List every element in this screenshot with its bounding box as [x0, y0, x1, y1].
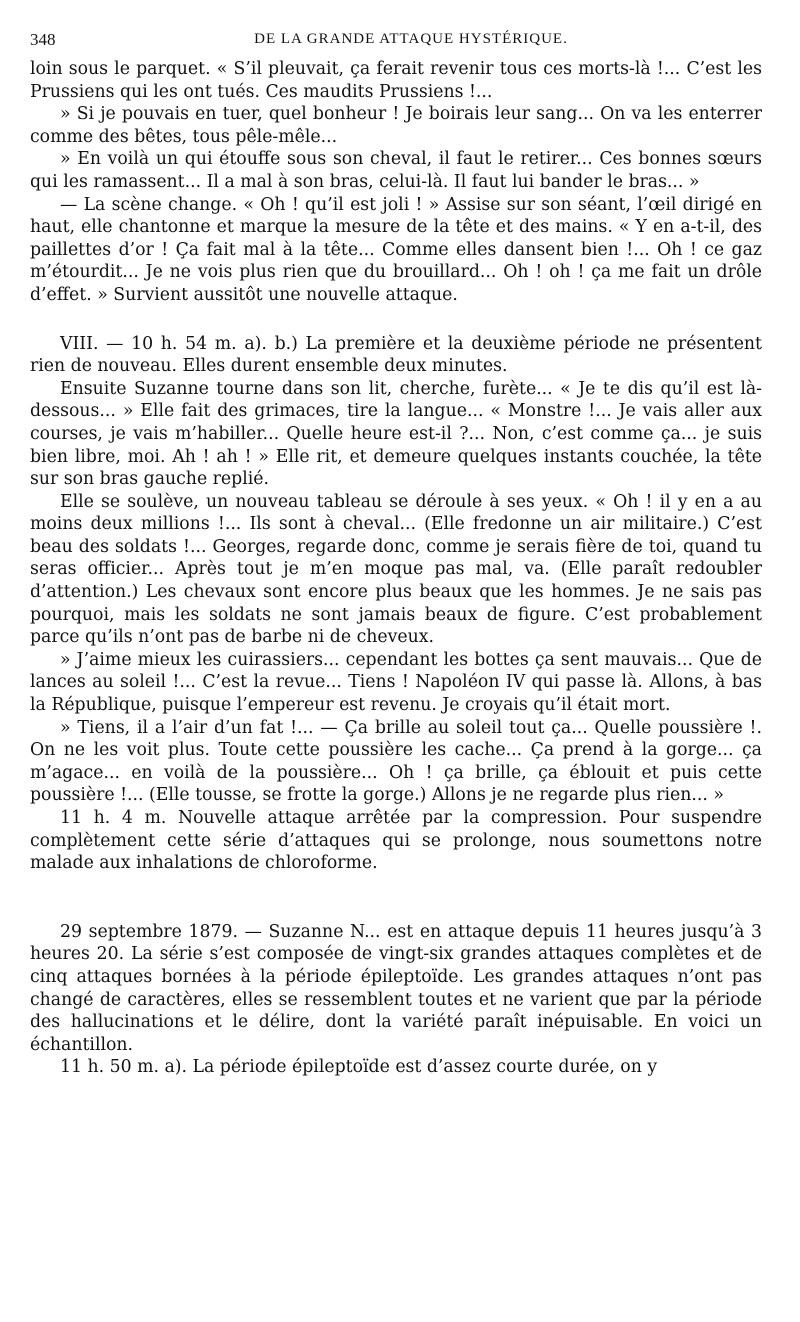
paragraph: » J’aime mieux les cuirassiers... cependant les bottes ça sent mauvais... Que de lances au soleil !... C’est la revue... Tiens ! Napoléon IV qui passe là. Allons, à bas la République, puisque l’empereur est revenu. Je croyais qu’il était mort. [30, 649, 762, 716]
paragraph: » Si je pouvais en tuer, quel bonheur ! Je boirais leur sang... On va les enterrer comme des bêtes, tous pêle-mêle... [30, 104, 762, 147]
paragraph: 11 h. 4 m. Nouvelle attaque arrêtée par la compression. Pour suspendre complètement cette série d’attaques qui se prolonge, nous soumettons notre malade aux inhalations de chloroforme. [30, 808, 762, 874]
paragraph: — La scène change. « Oh ! qu’il est joli ! » Assise sur son séant, l’œil dirigé en haut, elle chantonne et marque la mesure de la tête et des mains. « Y en a-t-il, des paillettes d’or ! Ça fait mal à la tête... Comme elles dansent bien !... Oh ! ce gaz m’étourdit... Je ne vois plus rien que du brouillard... Oh ! oh ! ça me fait un drôle d’effet. » Survient aussitôt une nouvelle attaque. [30, 194, 762, 305]
paragraph-section-viii: VIII. — 10 h. 54 m. a). b.) La première et la deuxième période ne présentent rien de nouveau. Elles durent ensemble deux minutes. [30, 333, 762, 377]
section-gap [30, 875, 762, 921]
paragraph: 11 h. 50 m. a). La période épileptoïde est d’assez courte durée, on y [60, 1057, 658, 1078]
paragraph: » En voilà un qui étouffe sous son cheval, il faut le retirer... Ces bonnes sœurs qui les ramassent... Il a mal à son bras, celui-là. Il faut lui bander le bras... » [30, 149, 762, 192]
paragraph: Ensuite Suzanne tourne dans son lit, cherche, furète... « Je te dis qu’il est là-dessous... » Elle fait des grimaces, tire la langue... « Monstre !... Je vais aller aux courses, je vais m’habiller... Quelle heure est-il ?... Non, c’est comme ça... je suis bien libre, moi. Ah ! ah ! » Elle rit, et demeure quelques instants couchée, la tête sur son bras gauche replié. [30, 378, 762, 490]
running-head [30, 30, 762, 58]
paragraph-continued: loin sous le parquet. « S’il pleuvait, ça ferait revenir tous ces morts-là !... C’est les Prussiens qui les ont tués. Ces maudits Prussiens !... [30, 59, 762, 102]
paragraph: Elle se soulève, un nouveau tableau se déroule à ses yeux. « Oh ! il y en a au moins deux millions !... Ils sont à cheval... (Elle fredonne un air militaire.) C’est beau des soldats !... Georges, regarde donc, comme je serais fière de toi, quand tu seras officier... Après tout je m’en moque pas mal, va. (Elle paraît redoubler d’attention.) Les chevaux sont encore plus beaux que les hommes. Je ne sais pas pourquoi, mais les soldats ne sont jamais beaux de figure. C’est probablement parce qu’ils n’ont pas de barbe ni de cheveux. [30, 491, 762, 648]
paragraph: » Tiens, il a l’air d’un fat !... — Ça brille au soleil tout ça... Quelle poussière !. On ne les voit plus. Toute cette poussière les cache... Ça prend à la gorge... ça m’agace... en voilà de la poussière... Oh ! ça brille, ça éblouit et puis cette poussière !... (Elle tousse, se frotte la gorge.) Allons je ne regarde plus rien... » [30, 717, 762, 806]
running-title: DE LA GRANDE ATTAQUE HYSTÉRIQUE. [254, 31, 568, 47]
page-number: 348 [30, 30, 56, 49]
section-gap [30, 307, 762, 333]
body-text [30, 58, 762, 1079]
paragraph-dated-entry: 29 septembre 1879. — Suzanne N... est en attaque depuis 11 heures jusqu’à 3 heures 20. La série s’est composée de vingt-six grandes attaques complètes et de cinq attaques bornées à la période épileptoïde. Les grandes attaques n’ont pas changé de caractères, elles se ressemblent toutes et ne varient que par la période des hallucinations et le délire, dont la variété paraît inépuisable. En voici un échantillon. [30, 921, 762, 1055]
